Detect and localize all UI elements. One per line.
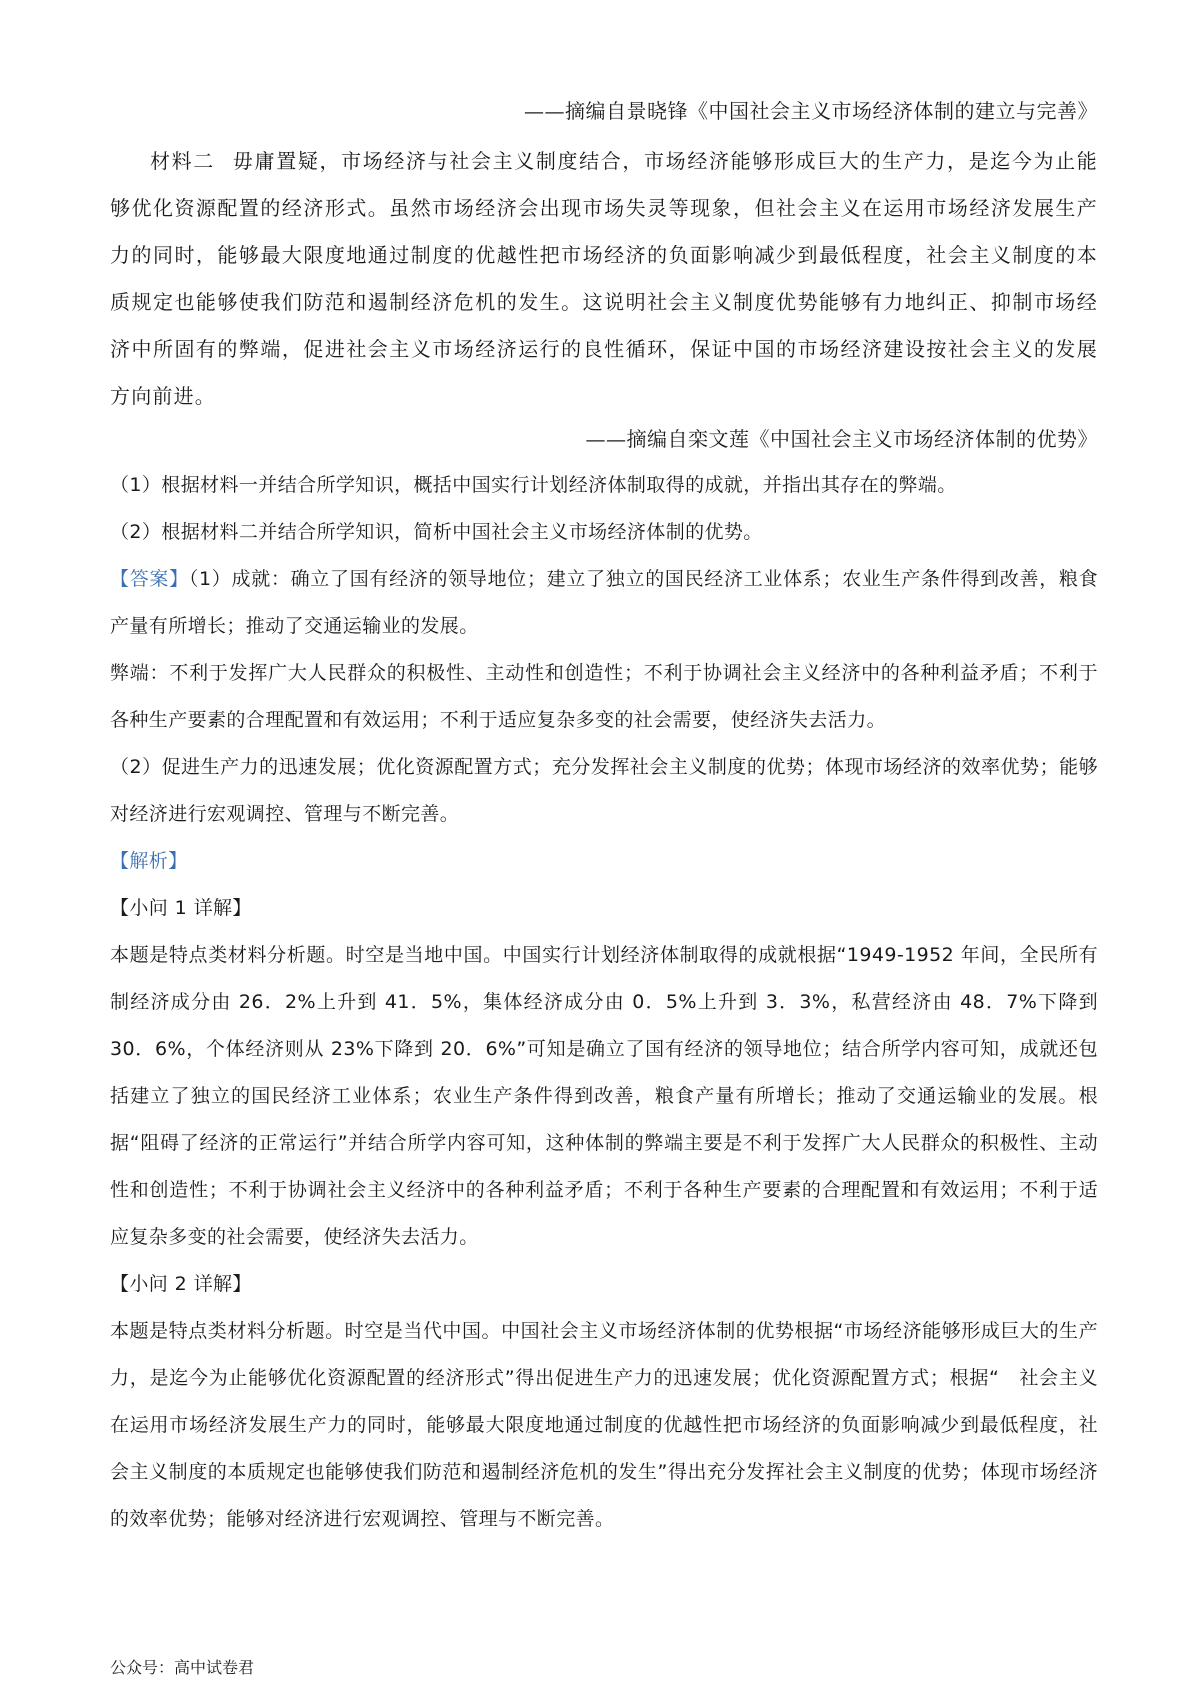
answer-tag: 【答案】: [110, 568, 189, 590]
sub2-text: 本题是特点类材料分析题。时空是当代中国。中国社会主义市场经济体制的优势根据“市场经济能够形成巨大的生产力，是迄今为止能够优化资源配置的经济形式”得出促进生产力的迅速发展；优化资源配置方式；根据“ 社会主义在运用市场经济发展生产力的同时，能够最大限度地通过制度的优越性把市场经济的负面影响减少到最低程度，社会主义制度的本质规定也能够使我们防范和遏制经济危机的发生”得出充分发挥社会主义制度的优势；体现市场经济的效率优势；能够对经济进行宏观调控、管理与不断完善。: [110, 1320, 1098, 1530]
sub2-title: 【小问 2 详解】: [110, 1273, 252, 1295]
analysis-heading: [110, 838, 1098, 885]
answer-drawbacks: 弊端：不利于发挥广大人民群众的积极性、主动性和创造性；不利于协调社会主义经济中的各种利益矛盾；不利于各种生产要素的合理配置和有效运用；不利于适应复杂多变的社会需要，使经济失去活力。: [110, 662, 1098, 731]
material2-text: 毋庸置疑，市场经济与社会主义制度结合，市场经济能够形成巨大的生产力，是迄今为止能够优化资源配置的经济形式。虽然市场经济会出现市场失灵等现象，但社会主义在运用市场经济发展生产力的同时，能够最大限度地通过制度的优越性把市场经济的负面影响减少到最低程度，社会主义制度的本质规定也能够使我们防范和遏制经济危机的发生。这说明社会主义制度优势能够有力地纠正、抑制市场经济中所固有的弊端，促进社会主义市场经济运行的良性循环，保证中国的市场经济建设按社会主义的发展方向前进。: [110, 149, 1098, 408]
material2-source: ——摘编自栾文莲《中国社会主义市场经济体制的优势》: [585, 427, 1098, 451]
answer-part1-text: （1）成就：确立了国有经济的领导地位；建立了独立的国民经济工业体系；农业生产条件得到改善，粮食产量有所增长；推动了交通运输业的发展。: [110, 568, 1098, 637]
answer-part2: （2）促进生产力的迅速发展；优化资源配置方式；充分发挥社会主义制度的优势；体现市场经济的效率优势；能够对经济进行宏观调控、管理与不断完善。: [110, 756, 1098, 825]
material1-source: ——摘编自景晓锋《中国社会主义市场经济体制的建立与完善》: [524, 99, 1098, 123]
material2-label: 材料二: [150, 149, 215, 173]
analysis-tag: 【解析】: [110, 850, 188, 872]
answer-part1: [110, 556, 1098, 650]
document-body: [110, 96, 1098, 1543]
material2-paragraph: [110, 138, 1098, 420]
footer-watermark: 公众号：高中试卷君: [110, 1658, 255, 1677]
question-2: （2）根据材料二并结合所学知识，简析中国社会主义市场经济体制的优势。: [110, 521, 763, 543]
sub1-title: 【小问 1 详解】: [110, 897, 252, 919]
sub1-text: 本题是特点类材料分析题。时空是当地中国。中国实行计划经济体制取得的成就根据“1949-1952 年间，全民所有制经济成分由 26．2%上升到 41．5%，集体经济成分由 0．5%上升到 3．3%，私营经济由 48．7%下降到 30．6%，个体经济则从 23%下降到 20．6%”可知是确立了国有经济的领导地位；结合所学内容可知，成就还包括建立了独立的国民经济工业体系；农业生产条件得到改善，粮食产量有所增长；推动了交通运输业的发展。根据“阻碍了经济的正常运行”并结合所学内容可知，这种体制的弊端主要是不利于发挥广大人民群众的积极性、主动性和创造性；不利于协调社会主义经济中的各种利益矛盾；不利于各种生产要素的合理配置和有效运用；不利于适应复杂多变的社会需要，使经济失去活力。: [110, 944, 1098, 1248]
question-1: （1）根据材料一并结合所学知识，概括中国实行计划经济体制取得的成就，并指出其存在的弊端。: [110, 474, 957, 496]
